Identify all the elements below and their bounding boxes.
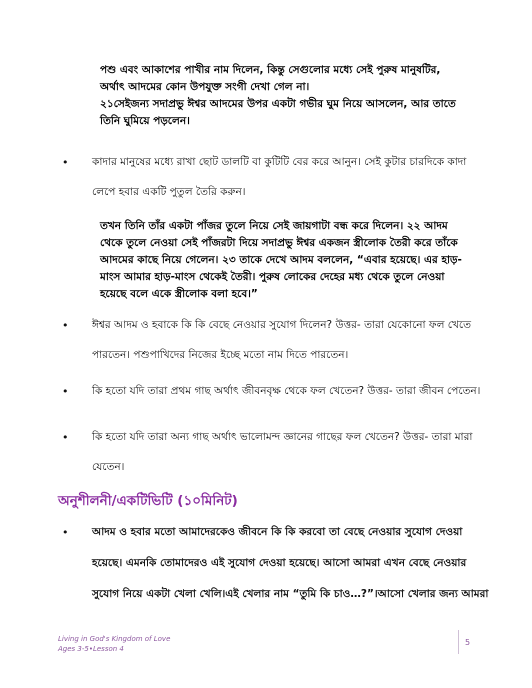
bullet-marker: •: [62, 431, 69, 444]
scripture-block-2: [100, 218, 485, 303]
scripture-line: থেকে তুলে নেওয়া সেই পাঁজরটা দিয়ে সদাপ্রভু ঈশ্বর একজন স্ত্রীলোক তৈরী করে তাঁকে: [100, 237, 458, 249]
bullet-line: হয়েছে। এমনকি তোমাদেরও এই সুযোগ দেওয়া হয়েছে। আসো আমরা এখন বেছে নেওয়ার: [92, 557, 467, 569]
bullet-marker: •: [62, 156, 69, 169]
bullet-line: পারতেন। পশুপাখিদের নিজের ইচ্ছে মতো নাম দিতে পারতেন।: [92, 349, 349, 361]
scripture-line: তিনি ঘুমিয়ে পড়লেন।: [100, 115, 190, 127]
bullet-text-choices: [92, 310, 492, 370]
bullet-line: আদম ও হবার মতো আমাদেরকেও জীবনে কি কি করবো তা বেছে নেওয়ার সুযোগ দেওয়া: [92, 526, 463, 538]
scripture-line: পশু এবং আকাশের পাখীর নাম দিলেন, কিন্তু সেগুলোর মধ্যে সেই পুরুষ মানুষটির,: [100, 64, 441, 76]
bullet-text-clay-doll: [92, 147, 492, 207]
footer-subtitle: Ages 3-5•Lesson 4: [58, 645, 124, 653]
bullet-line: কি হতো যদি তারা প্রথম গাছ অর্থাৎ জীবনবৃক্ষ থেকে ফল খেতেন? উত্তর- তারা জীবন পেতেন।: [92, 385, 481, 397]
activity-heading: অনুশীলনী/একটিভিটি (১০মিনিট): [58, 493, 238, 509]
bullet-line: লেপে হবার একটি পুতুল তৈরি করুন।: [92, 186, 246, 198]
scripture-line: তখন তিনি তাঁর একটা পাঁজর তুলে নিয়ে সেই জায়গাটা বন্ধ করে দিলেন। ২২ আদম: [100, 220, 448, 232]
footer-title: Living in God's Kingdom of Love: [58, 635, 171, 643]
scripture-line: হয়েছে বলে একে স্ত্রীলোক বলা হবে।”: [100, 288, 258, 300]
bullet-marker: •: [62, 319, 69, 332]
page-number: 5: [465, 638, 471, 647]
scripture-line: অর্থাৎ আদমের কোন উপযুক্ত সংগী দেখা গেল না।: [100, 81, 310, 93]
bullet-marker: •: [62, 385, 69, 398]
scripture-line: ২১সেইজন্য সদাপ্রভু ঈশ্বর আদমের উপর একটা গভীর ঘুম নিয়ে আসলেন, আর তাতে: [100, 98, 456, 110]
bullet-text-tree-of-life: [92, 376, 492, 406]
bullet-line: সুযোগ নিয়ে একটা খেলা খেলি।এই খেলার নাম “তুমি কি চাও…?”।আসো খেলার জন্য আমরা: [92, 588, 489, 600]
scripture-line: মাংস আমার হাড়-মাংস থেকেই তৈরী। পুরুষ লোকের দেহের মধ্য থেকে তুলে নেওয়া: [100, 271, 445, 283]
bullet-line: যেতেন।: [92, 461, 125, 473]
page-footer: [58, 634, 170, 654]
scripture-line: আদমের কাছে নিয়ে গেলেন। ২৩ তাকে দেখে আদম বললেন, “এবার হয়েছে। এ‍র হাড়-: [100, 254, 462, 266]
bullet-line: কাদার মানুষের মধ্যে রাখা ছোট ডালটি বা কুটিটি বের করে আনুন। সেই কুটার চারদিকে কাদা: [92, 156, 467, 168]
bullet-marker: •: [62, 526, 69, 539]
bullet-line: ঈশ্বর আদম ও হবাকে কি কি বেছে নেওয়ার সুযোগ দিলেন? উত্তর- তারা যেকোনো ফল খেতে: [92, 319, 472, 331]
bullet-text-knowledge-tree: [92, 422, 492, 482]
footer-divider: [458, 630, 459, 654]
bullet-line: কি হতো যদি তারা অন্য গাছ অর্থাৎ ভালোমন্দ জ্ঞানের গাছের ফল খেতেন? উত্তর- তারা মারা: [92, 431, 473, 443]
scripture-block-1: [100, 62, 480, 130]
bullet-text-activity: [92, 517, 492, 610]
